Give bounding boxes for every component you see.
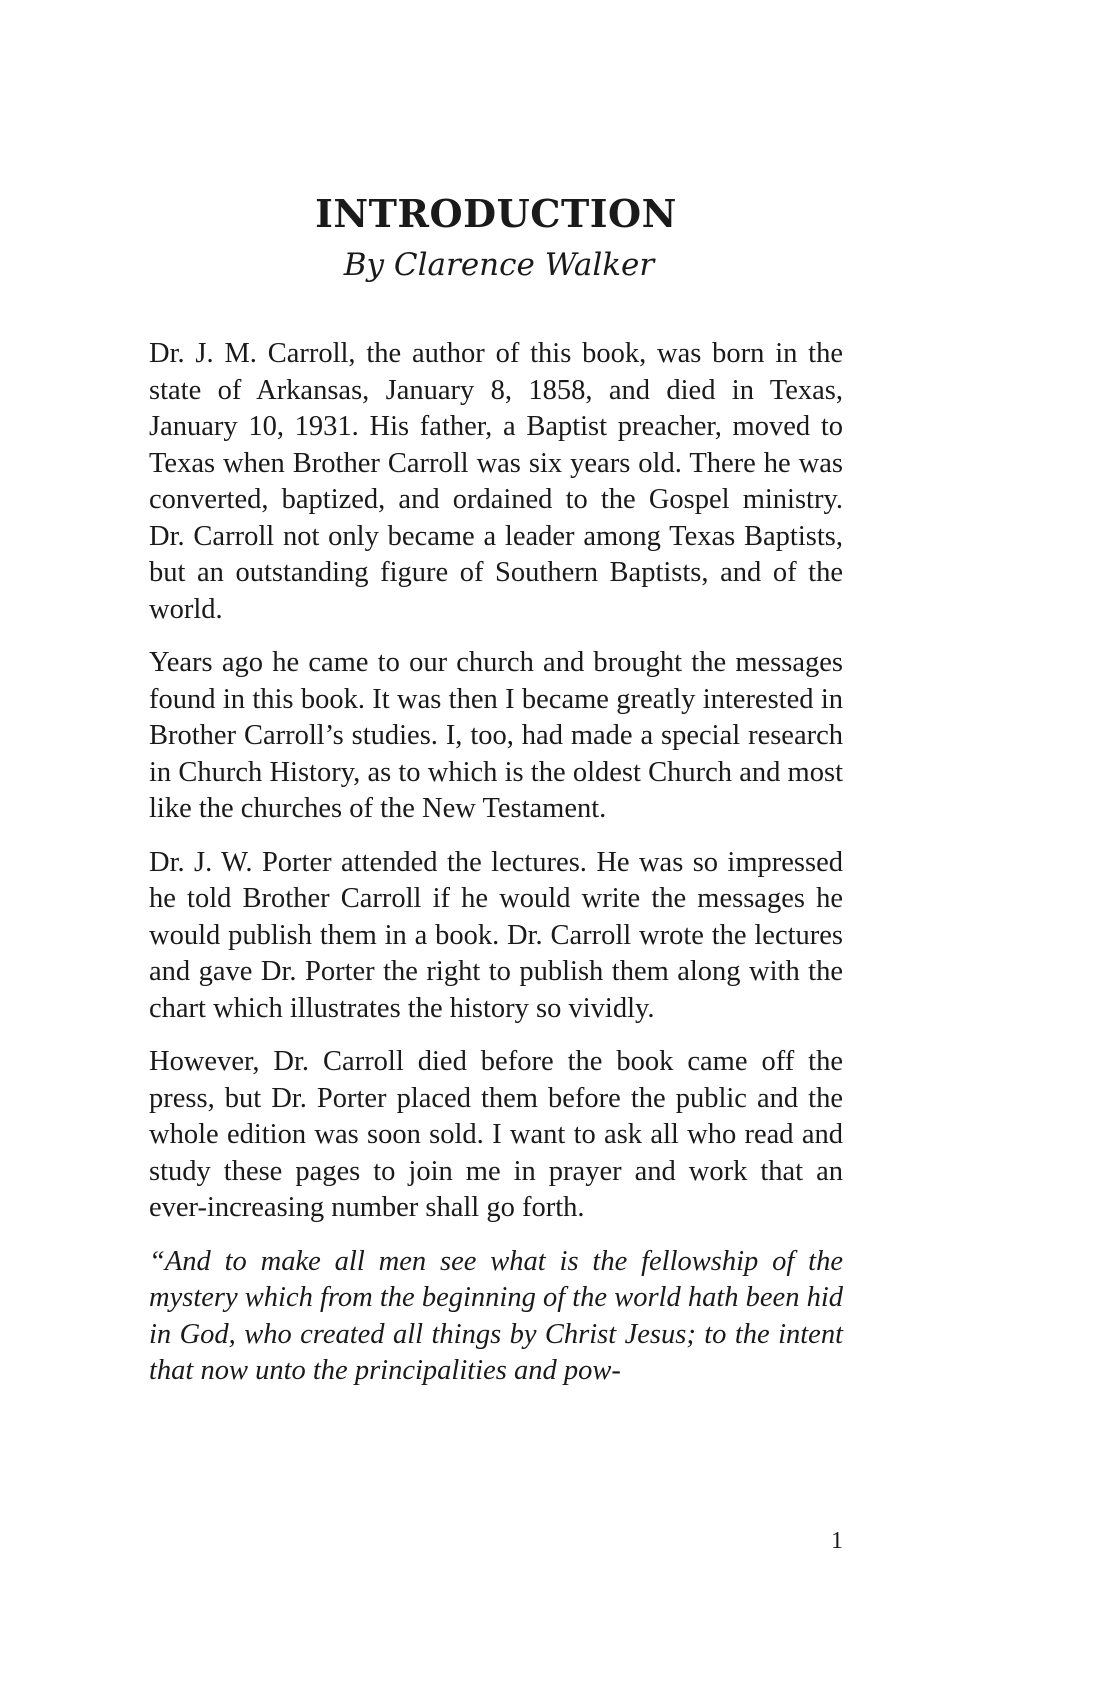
scripture-quote: “And to make all men see what is the fellowship of the mystery which from the beginning of the world hath been hid in God, who created all things by Christ Jesus; to the intent that now unto the principalities and pow-: [149, 1245, 843, 1386]
page-body: [149, 336, 843, 1407]
chapter-byline: By Clarence Walker: [343, 247, 655, 283]
chapter-title: INTRODUCTION: [315, 191, 677, 236]
paragraph-4: However, Dr. Carroll died before the book came off the press, but Dr. Porter placed them before the public and the whole edition was soon sold. I want to ask all who read and study these pages to join me in prayer and work that an ever-increasing number shall go forth.: [149, 1046, 843, 1223]
paragraph-2: Years ago he came to our church and brought the messages found in this book. It was then I became greatly interested in Brother Carroll’s studies. I, too, had made a special research in Church History, as to which is the oldest Church and most like the churches of the New Testament.: [149, 647, 843, 824]
paragraph-1: Dr. J. M. Carroll, the author of this book, was born in the state of Arkansas, January 8, 1858, and died in Texas, January 10, 1931. His father, a Baptist preacher, moved to Texas when Brother Carroll was six years old. There he was converted, baptized, and ordained to the Gospel ministry. Dr. Carroll not only became a leader among Texas Baptists, but an outstanding figure of Southern Baptists, and of the world.: [149, 338, 843, 625]
paragraph-3: Dr. J. W. Porter attended the lectures. He was so impressed he told Brother Carroll if he would write the messages he would publish them in a book. Dr. Carroll wrote the lectures and gave Dr. Porter the right to publish them along with the chart which illustrates the history so vividly.: [149, 846, 843, 1024]
page-number: 1: [831, 1528, 843, 1554]
